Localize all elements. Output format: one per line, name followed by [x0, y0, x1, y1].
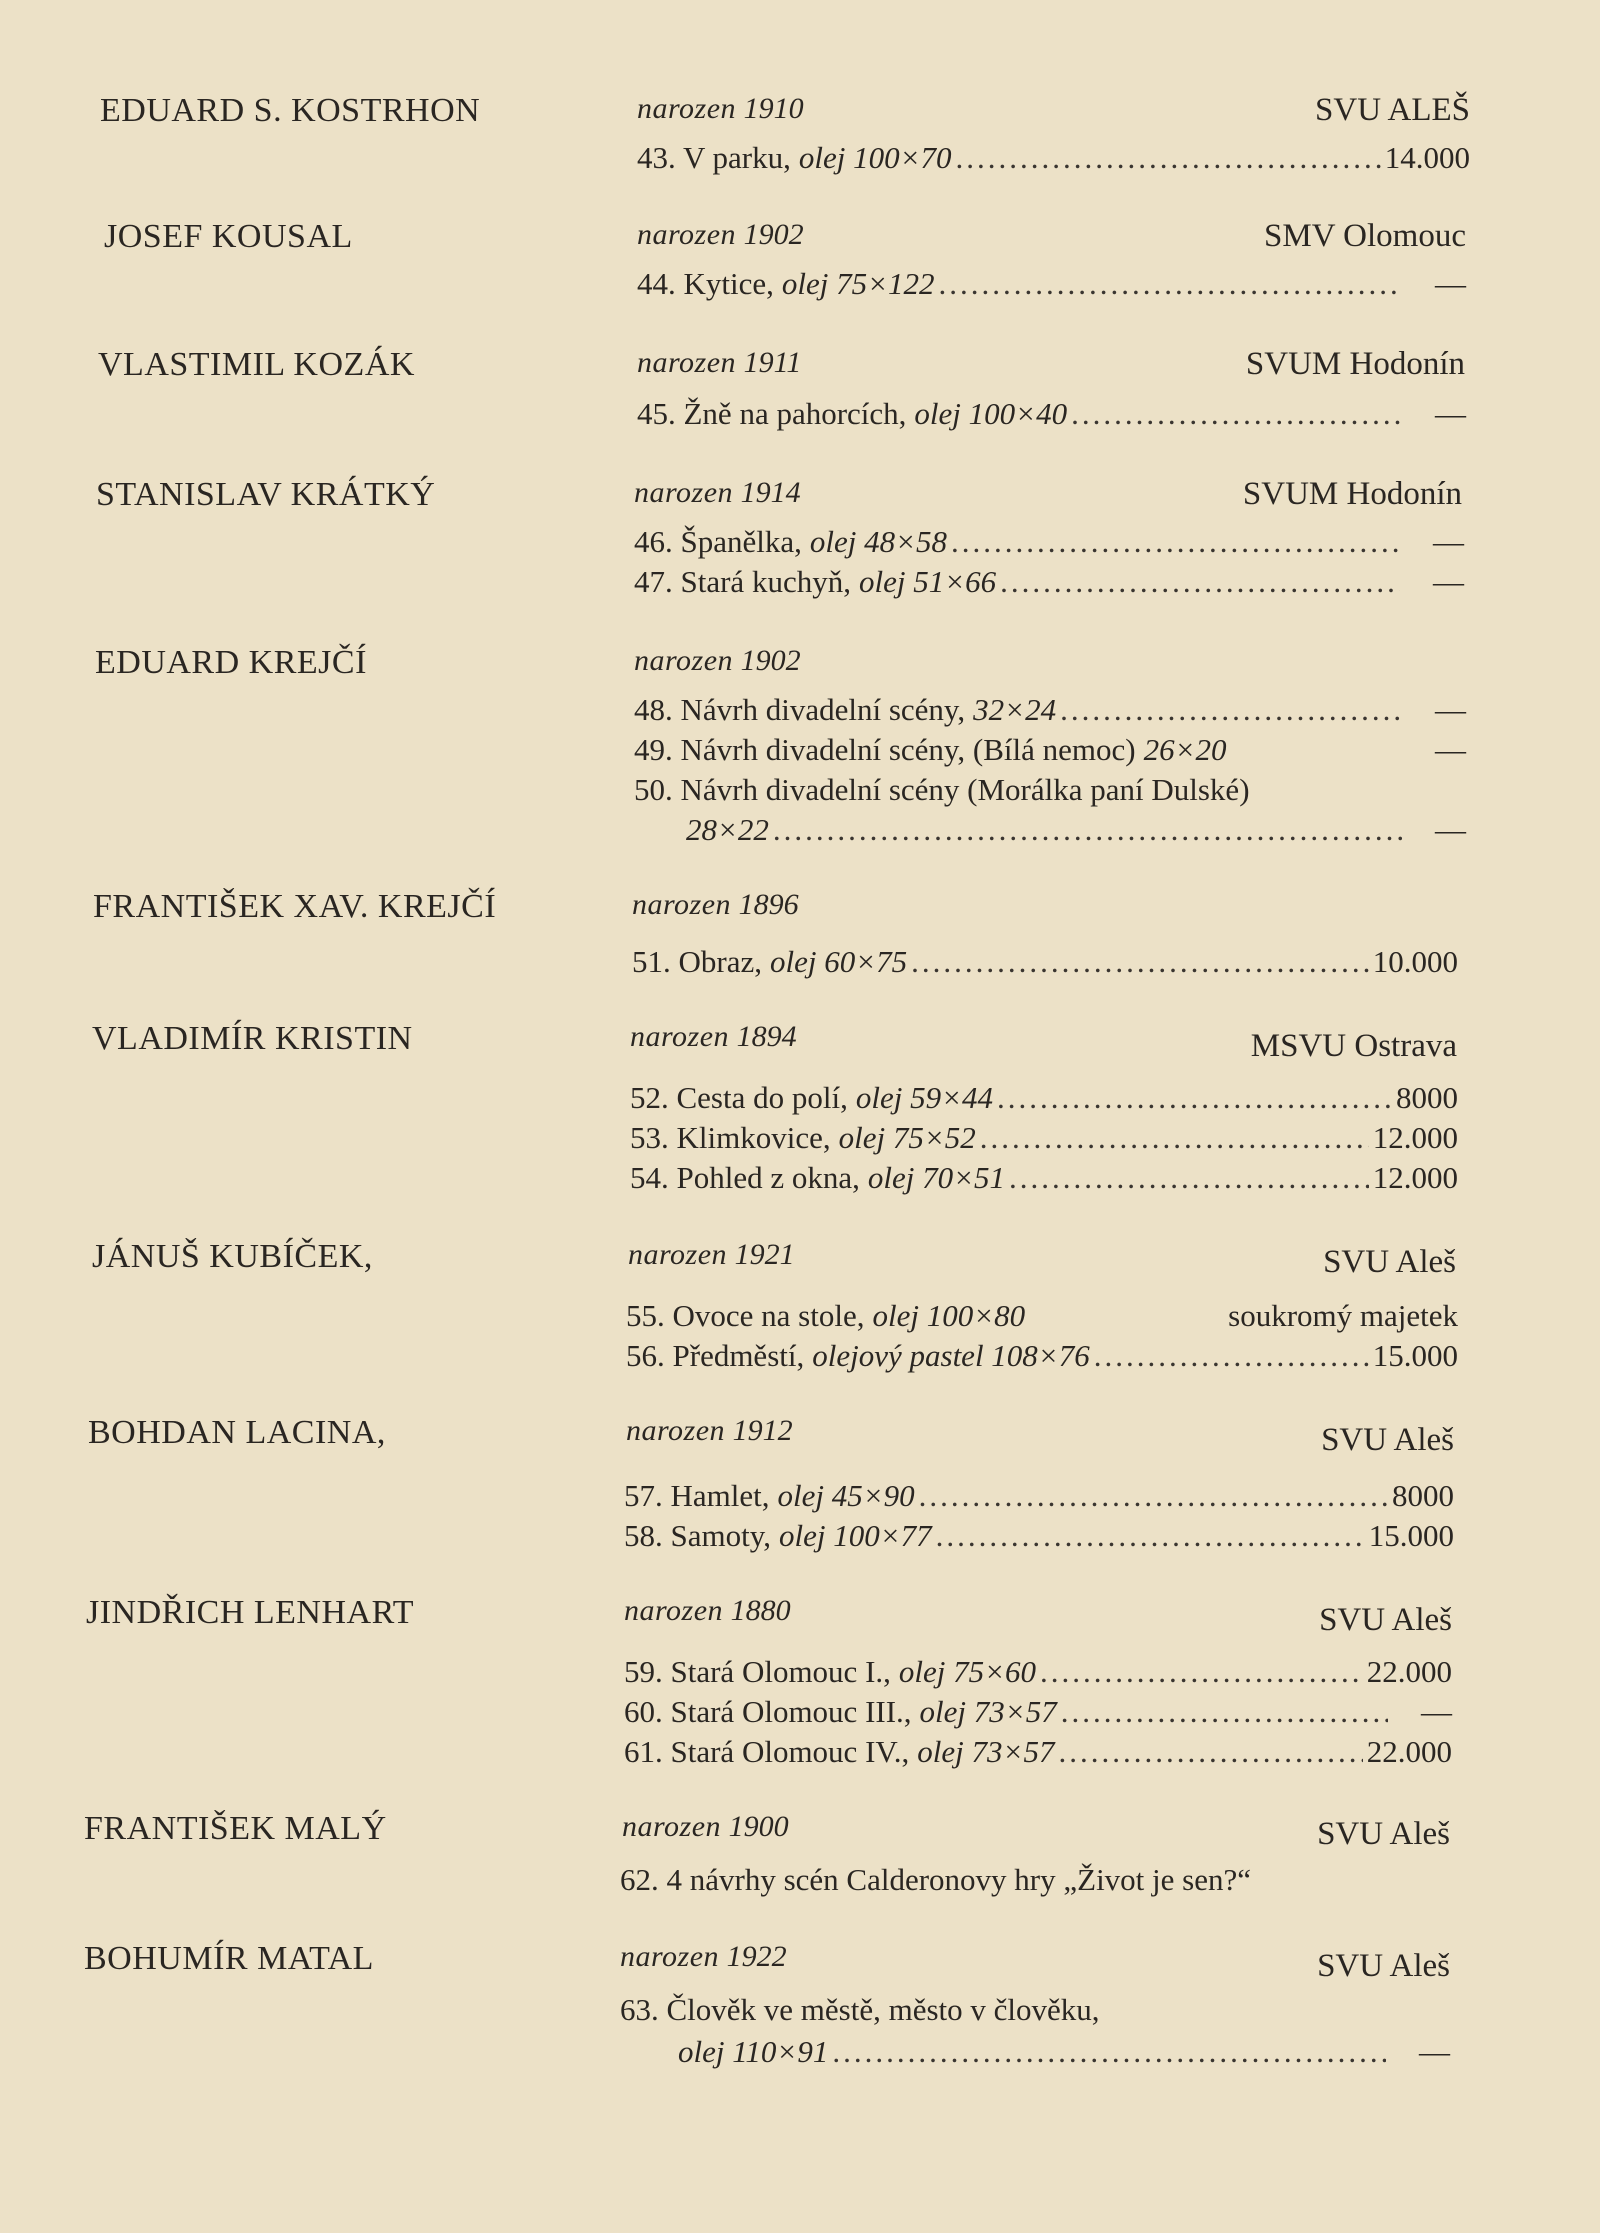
leader-dots [1071, 396, 1402, 432]
organization: SVU ALEŠ [1315, 92, 1470, 128]
work-title: 43. V parku, [637, 140, 791, 175]
born-label: narozen [624, 1594, 724, 1627]
born-label: narozen [634, 476, 734, 509]
work-price: 22.000 [1366, 1734, 1452, 1769]
born-year: 1880 [730, 1594, 791, 1627]
born-line [632, 888, 799, 922]
work-item [637, 266, 1466, 304]
work-price: 15.000 [1372, 1338, 1458, 1373]
born-year: 1911 [743, 346, 802, 379]
leader-dots [1060, 692, 1402, 728]
artist-name: FRANTIŠEK XAV. KREJČÍ [93, 888, 497, 925]
work-title: 57. Hamlet, [624, 1478, 770, 1513]
born-year: 1914 [740, 476, 801, 509]
work-item [632, 944, 1458, 982]
work-title: 61. Stará Olomouc IV., [624, 1734, 910, 1769]
born-line [630, 1020, 797, 1054]
work-dimensions: 32×24 [973, 692, 1057, 727]
born-label: narozen [632, 888, 732, 921]
organization: MSVU Ostrava [1250, 1028, 1457, 1064]
born-label: narozen [622, 1810, 722, 1843]
work-title: 52. Cesta do polí, [630, 1080, 848, 1115]
work-title: 48. Návrh divadelní scény, [634, 692, 966, 727]
artist-name: JOSEF KOUSAL [104, 218, 353, 255]
born-year: 1896 [738, 888, 799, 921]
work-item [626, 1338, 1458, 1376]
artist-name: BOHUMÍR MATAL [84, 1940, 374, 1977]
work-title: 63. Člověk ve městě, město v člověku, [620, 1992, 1100, 2027]
work-dimensions: olej 100×40 [914, 396, 1068, 431]
leader-dots [1061, 1694, 1388, 1730]
born-line [637, 218, 804, 252]
organization: SMV Olomouc [1264, 218, 1466, 254]
work-title: 45. Žně na pahorcích, [637, 396, 907, 431]
born-line [626, 1414, 793, 1448]
work-item [624, 1654, 1452, 1692]
born-line [634, 476, 801, 510]
work-dimensions: olej 75×122 [781, 266, 935, 301]
born-line [620, 1940, 787, 1974]
born-line [637, 92, 804, 126]
work-dimensions: 28×22 [686, 812, 769, 847]
work-dimensions: olejový pastel 108×76 [812, 1338, 1090, 1373]
leader-dots [1094, 1338, 1369, 1374]
artist-name: EDUARD KREJČÍ [95, 644, 367, 681]
work-title: 51. Obraz, [632, 944, 762, 979]
work-price: — [1421, 1694, 1452, 1729]
work-price: 12.000 [1372, 1120, 1458, 1155]
work-price: — [1419, 2034, 1450, 2069]
born-year: 1912 [732, 1414, 793, 1447]
work-dimensions: olej 75×60 [898, 1654, 1037, 1689]
work-price: — [1433, 564, 1464, 599]
born-label: narozen [626, 1414, 726, 1447]
artist-name: FRANTIŠEK MALÝ [84, 1810, 387, 1847]
work-item [634, 772, 1466, 810]
work-price: 22.000 [1366, 1654, 1452, 1689]
work-price: 8000 [1392, 1478, 1454, 1513]
work-dimensions: olej 73×57 [919, 1694, 1057, 1729]
artist-name: JINDŘICH LENHART [86, 1594, 414, 1631]
leader-dots [939, 266, 1402, 302]
artist-name: STANISLAV KRÁTKÝ [96, 476, 436, 513]
work-title: 58. Samoty, [624, 1518, 771, 1553]
born-year: 1894 [736, 1020, 797, 1053]
work-item [634, 692, 1466, 730]
work-dimensions: olej 48×58 [809, 524, 948, 559]
work-item [624, 1734, 1452, 1772]
work-item [630, 1120, 1458, 1158]
leader-dots [832, 2034, 1386, 2070]
born-line [637, 346, 801, 380]
organization: SVUM Hodonín [1242, 476, 1462, 512]
work-price: — [1435, 812, 1466, 847]
work-price: 10.000 [1372, 944, 1458, 979]
work-price: 8000 [1396, 1080, 1458, 1115]
work-title: 50. Návrh divadelní scény (Morálka paní Dulské) [634, 772, 1250, 807]
work-title: 60. Stará Olomouc III., [624, 1694, 912, 1729]
work-title: 62. 4 návrhy scén Calderonovy hry „Život je sen?“ [620, 1862, 1252, 1897]
work-item-continuation [686, 812, 1466, 850]
born-label: narozen [630, 1020, 730, 1053]
work-price: — [1433, 524, 1464, 559]
work-dimensions: olej 45×90 [777, 1478, 915, 1513]
born-label: narozen [634, 644, 734, 677]
work-title: 46. Španělka, [634, 524, 802, 559]
work-price: soukromý majetek [1228, 1298, 1458, 1333]
work-item [634, 732, 1466, 770]
work-price: — [1435, 396, 1466, 431]
leader-dots [936, 1518, 1365, 1554]
leader-dots [997, 1080, 1392, 1116]
work-item [624, 1518, 1454, 1556]
born-year: 1902 [743, 218, 804, 251]
work-item [634, 524, 1464, 562]
leader-dots [773, 812, 1402, 848]
organization: SVU Aleš [1321, 1422, 1454, 1458]
born-line [628, 1238, 795, 1272]
work-price: — [1435, 266, 1466, 301]
born-label: narozen [628, 1238, 728, 1271]
work-title: 49. Návrh divadelní scény, (Bílá nemoc) [634, 732, 1136, 767]
work-dimensions: olej 75×52 [838, 1120, 976, 1155]
work-dimensions: olej 51×66 [858, 564, 997, 599]
leader-dots [956, 140, 1381, 176]
born-year: 1902 [740, 644, 801, 677]
work-price: 12.000 [1372, 1160, 1458, 1195]
artist-name: EDUARD S. KOSTRHON [100, 92, 481, 129]
organization: SVUM Hodonín [1245, 346, 1465, 382]
born-line [624, 1594, 791, 1628]
work-item [630, 1080, 1458, 1118]
born-label: narozen [637, 218, 737, 251]
artist-name: BOHDAN LACINA, [88, 1414, 386, 1451]
leader-dots [1040, 1654, 1363, 1690]
organization: SVU Aleš [1319, 1602, 1452, 1638]
artist-name: JÁNUŠ KUBÍČEK, [92, 1238, 373, 1275]
work-item [630, 1160, 1458, 1198]
work-dimensions: 26×20 [1143, 732, 1227, 767]
work-title: 53. Klimkovice, [630, 1120, 831, 1155]
work-price: 14.000 [1384, 140, 1470, 175]
work-item [637, 396, 1466, 434]
work-item [624, 1694, 1452, 1732]
work-title: 54. Pohled z okna, [630, 1160, 860, 1195]
artist-name: VLADIMÍR KRISTIN [92, 1020, 413, 1057]
work-dimensions: olej 60×75 [769, 944, 908, 979]
work-dimensions: olej 100×77 [778, 1518, 932, 1553]
born-line [634, 644, 801, 678]
born-year: 1922 [726, 1940, 787, 1973]
work-dimensions: olej 73×57 [917, 1734, 1055, 1769]
work-item-continuation [678, 2034, 1450, 2072]
leader-dots [951, 524, 1400, 560]
work-title: 44. Kytice, [637, 266, 774, 301]
born-label: narozen [637, 346, 737, 379]
work-item [620, 1862, 1450, 1900]
organization: SVU Aleš [1317, 1948, 1450, 1984]
born-line [622, 1810, 789, 1844]
leader-dots [1000, 564, 1400, 600]
work-title: 59. Stará Olomouc I., [624, 1654, 891, 1689]
leader-dots [1058, 1734, 1362, 1770]
leader-dots [980, 1120, 1369, 1156]
work-dimensions: olej 70×51 [867, 1160, 1006, 1195]
work-item [634, 564, 1464, 602]
work-dimensions: olej 100×80 [872, 1298, 1026, 1333]
work-price: — [1435, 732, 1466, 767]
work-title: 47. Stará kuchyň, [634, 564, 851, 599]
born-year: 1900 [728, 1810, 789, 1843]
born-year: 1910 [743, 92, 804, 125]
work-dimensions: olej 100×70 [798, 140, 952, 175]
work-item [637, 140, 1470, 178]
work-price: — [1435, 692, 1466, 727]
work-item [626, 1298, 1458, 1336]
leader-dots [919, 1478, 1388, 1514]
leader-dots [911, 944, 1369, 980]
artist-name: VLASTIMIL KOZÁK [98, 346, 415, 383]
born-label: narozen [637, 92, 737, 125]
work-price: 15.000 [1368, 1518, 1454, 1553]
organization: SVU Aleš [1317, 1816, 1450, 1852]
organization: SVU Aleš [1323, 1244, 1456, 1280]
work-dimensions: olej 59×44 [855, 1080, 994, 1115]
work-dimensions: olej 110×91 [678, 2034, 829, 2069]
work-title: 55. Ovoce na stole, [626, 1298, 865, 1333]
born-year: 1921 [734, 1238, 795, 1271]
work-title: 56. Předměstí, [626, 1338, 805, 1373]
work-item [624, 1478, 1454, 1516]
born-label: narozen [620, 1940, 720, 1973]
leader-dots [1009, 1160, 1369, 1196]
work-item [620, 1992, 1450, 2030]
